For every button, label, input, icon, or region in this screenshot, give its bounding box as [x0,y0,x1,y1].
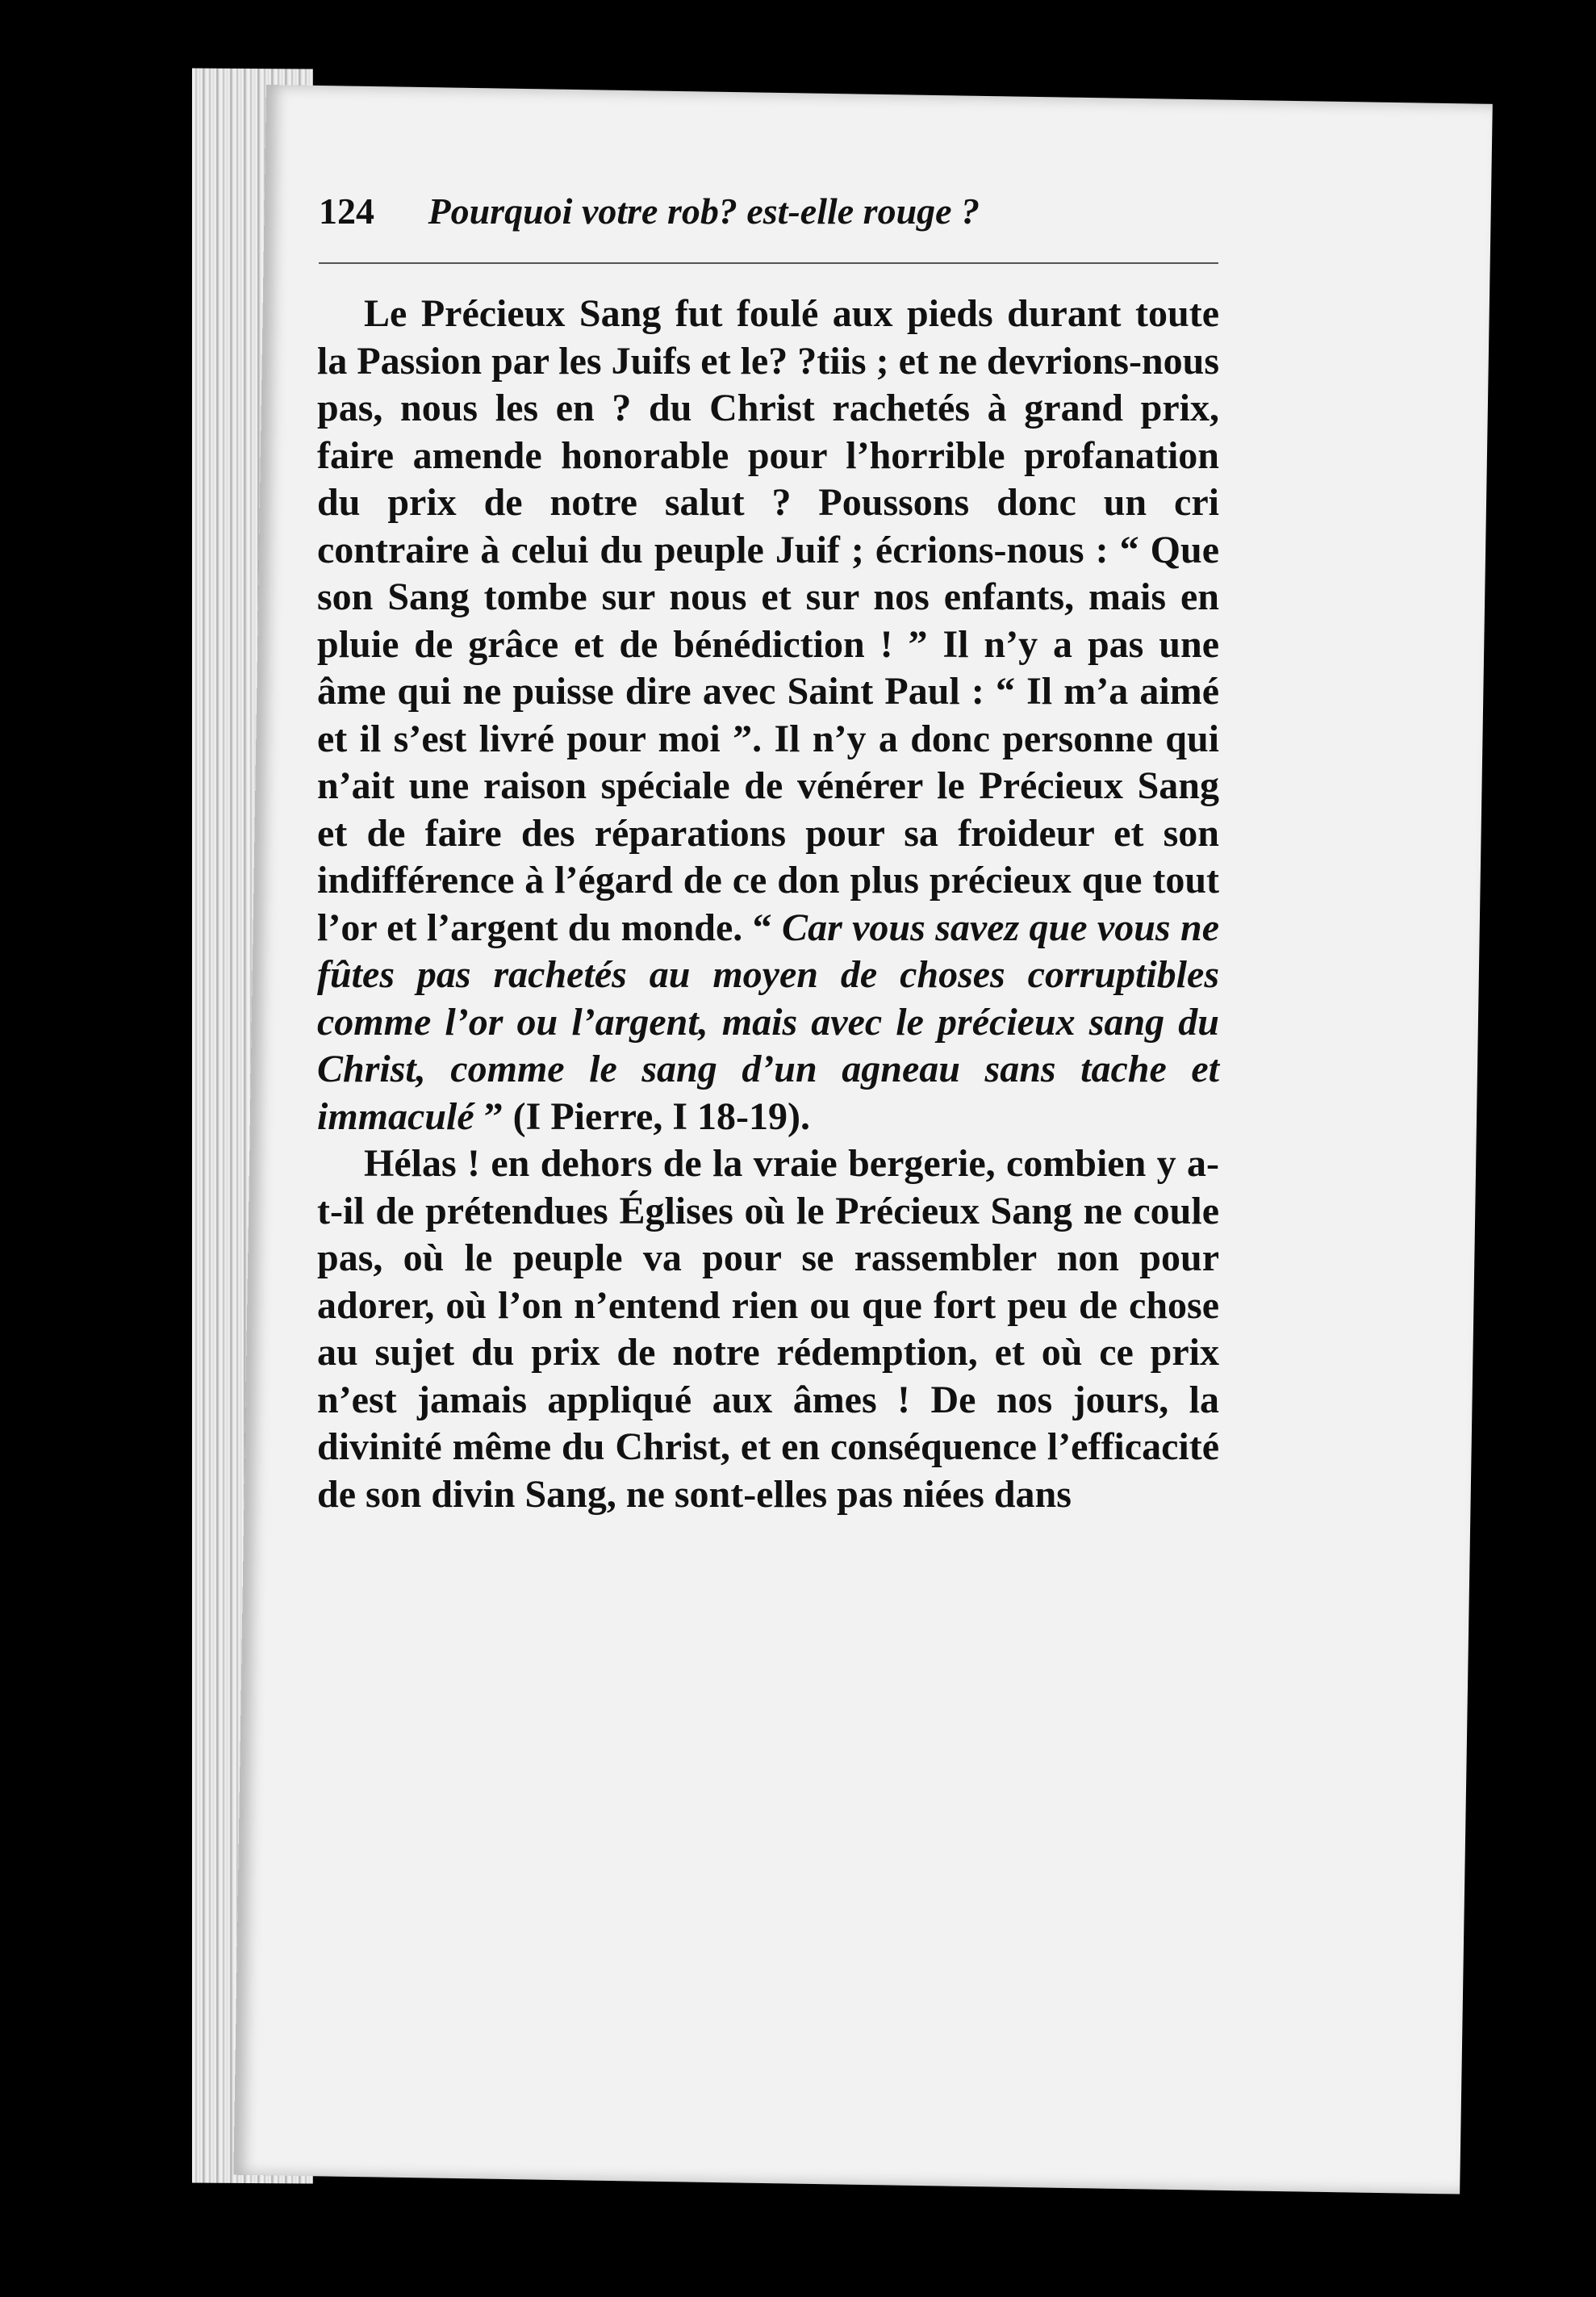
running-title: Pourquoi votre rob? est-elle rouge ? [428,190,980,232]
scripture-citation: ” (I Pierre, I 18-19). [474,1094,810,1138]
paragraph-1-text: Le Précieux Sang fut foulé aux pieds durant toute la Passion par les Juifs et le? ?tiis ; et ne devrions-nous pas, nous les en ? du Christ rachetés à grand prix, faire amende honorable pour l’horrible profanation du prix de notre salut ? Poussons donc un cri contraire à celui du peuple Juif ; écrions-nous : “ Que son Sang tombe sur nous et sur nos enfants, mais en pluie de grâce et de bénédiction ! ” Il n’y a pas une âme qui ne puisse dire avec Saint Paul : “ Il m’a aimé et il s’est livré pour moi ”. Il n’y a donc personne qui n’ait une raison spéciale de vénérer le Précieux Sang et de faire des réparations pour sa froideur et son indifférence à l’égard de ce don plus précieux que tout l’or et l’argent du monde. “ [317,292,1219,949]
header-rule [319,262,1218,264]
page-number: 124 [319,190,374,232]
page-header [319,190,1190,232]
paragraph-1 [317,291,1219,1140]
body-text [317,291,1219,1518]
scripture-quote: Car vous savez que vous ne fûtes pas rachetés au moyen de choses corruptibles comme l’or ou l’argent, mais avec le précieux sang du Christ, comme le sang d’un agneau sans tache et immaculé [317,906,1219,1138]
paragraph-2: Hélas ! en dehors de la vraie bergerie, combien y a-t-il de prétendues Églises où le Précieux Sang ne coule pas, où le peuple va pour se rassembler non pour adorer, où l’on n’entend rien ou que fort peu de chose au sujet du prix de notre rédemption, et où ce prix n’est jamais appliqué aux âmes ! De nos jours, la divinité même du Christ, et en conséquence l’efficacité de son divin Sang, ne sont-elles pas niées dans [317,1142,1219,1516]
